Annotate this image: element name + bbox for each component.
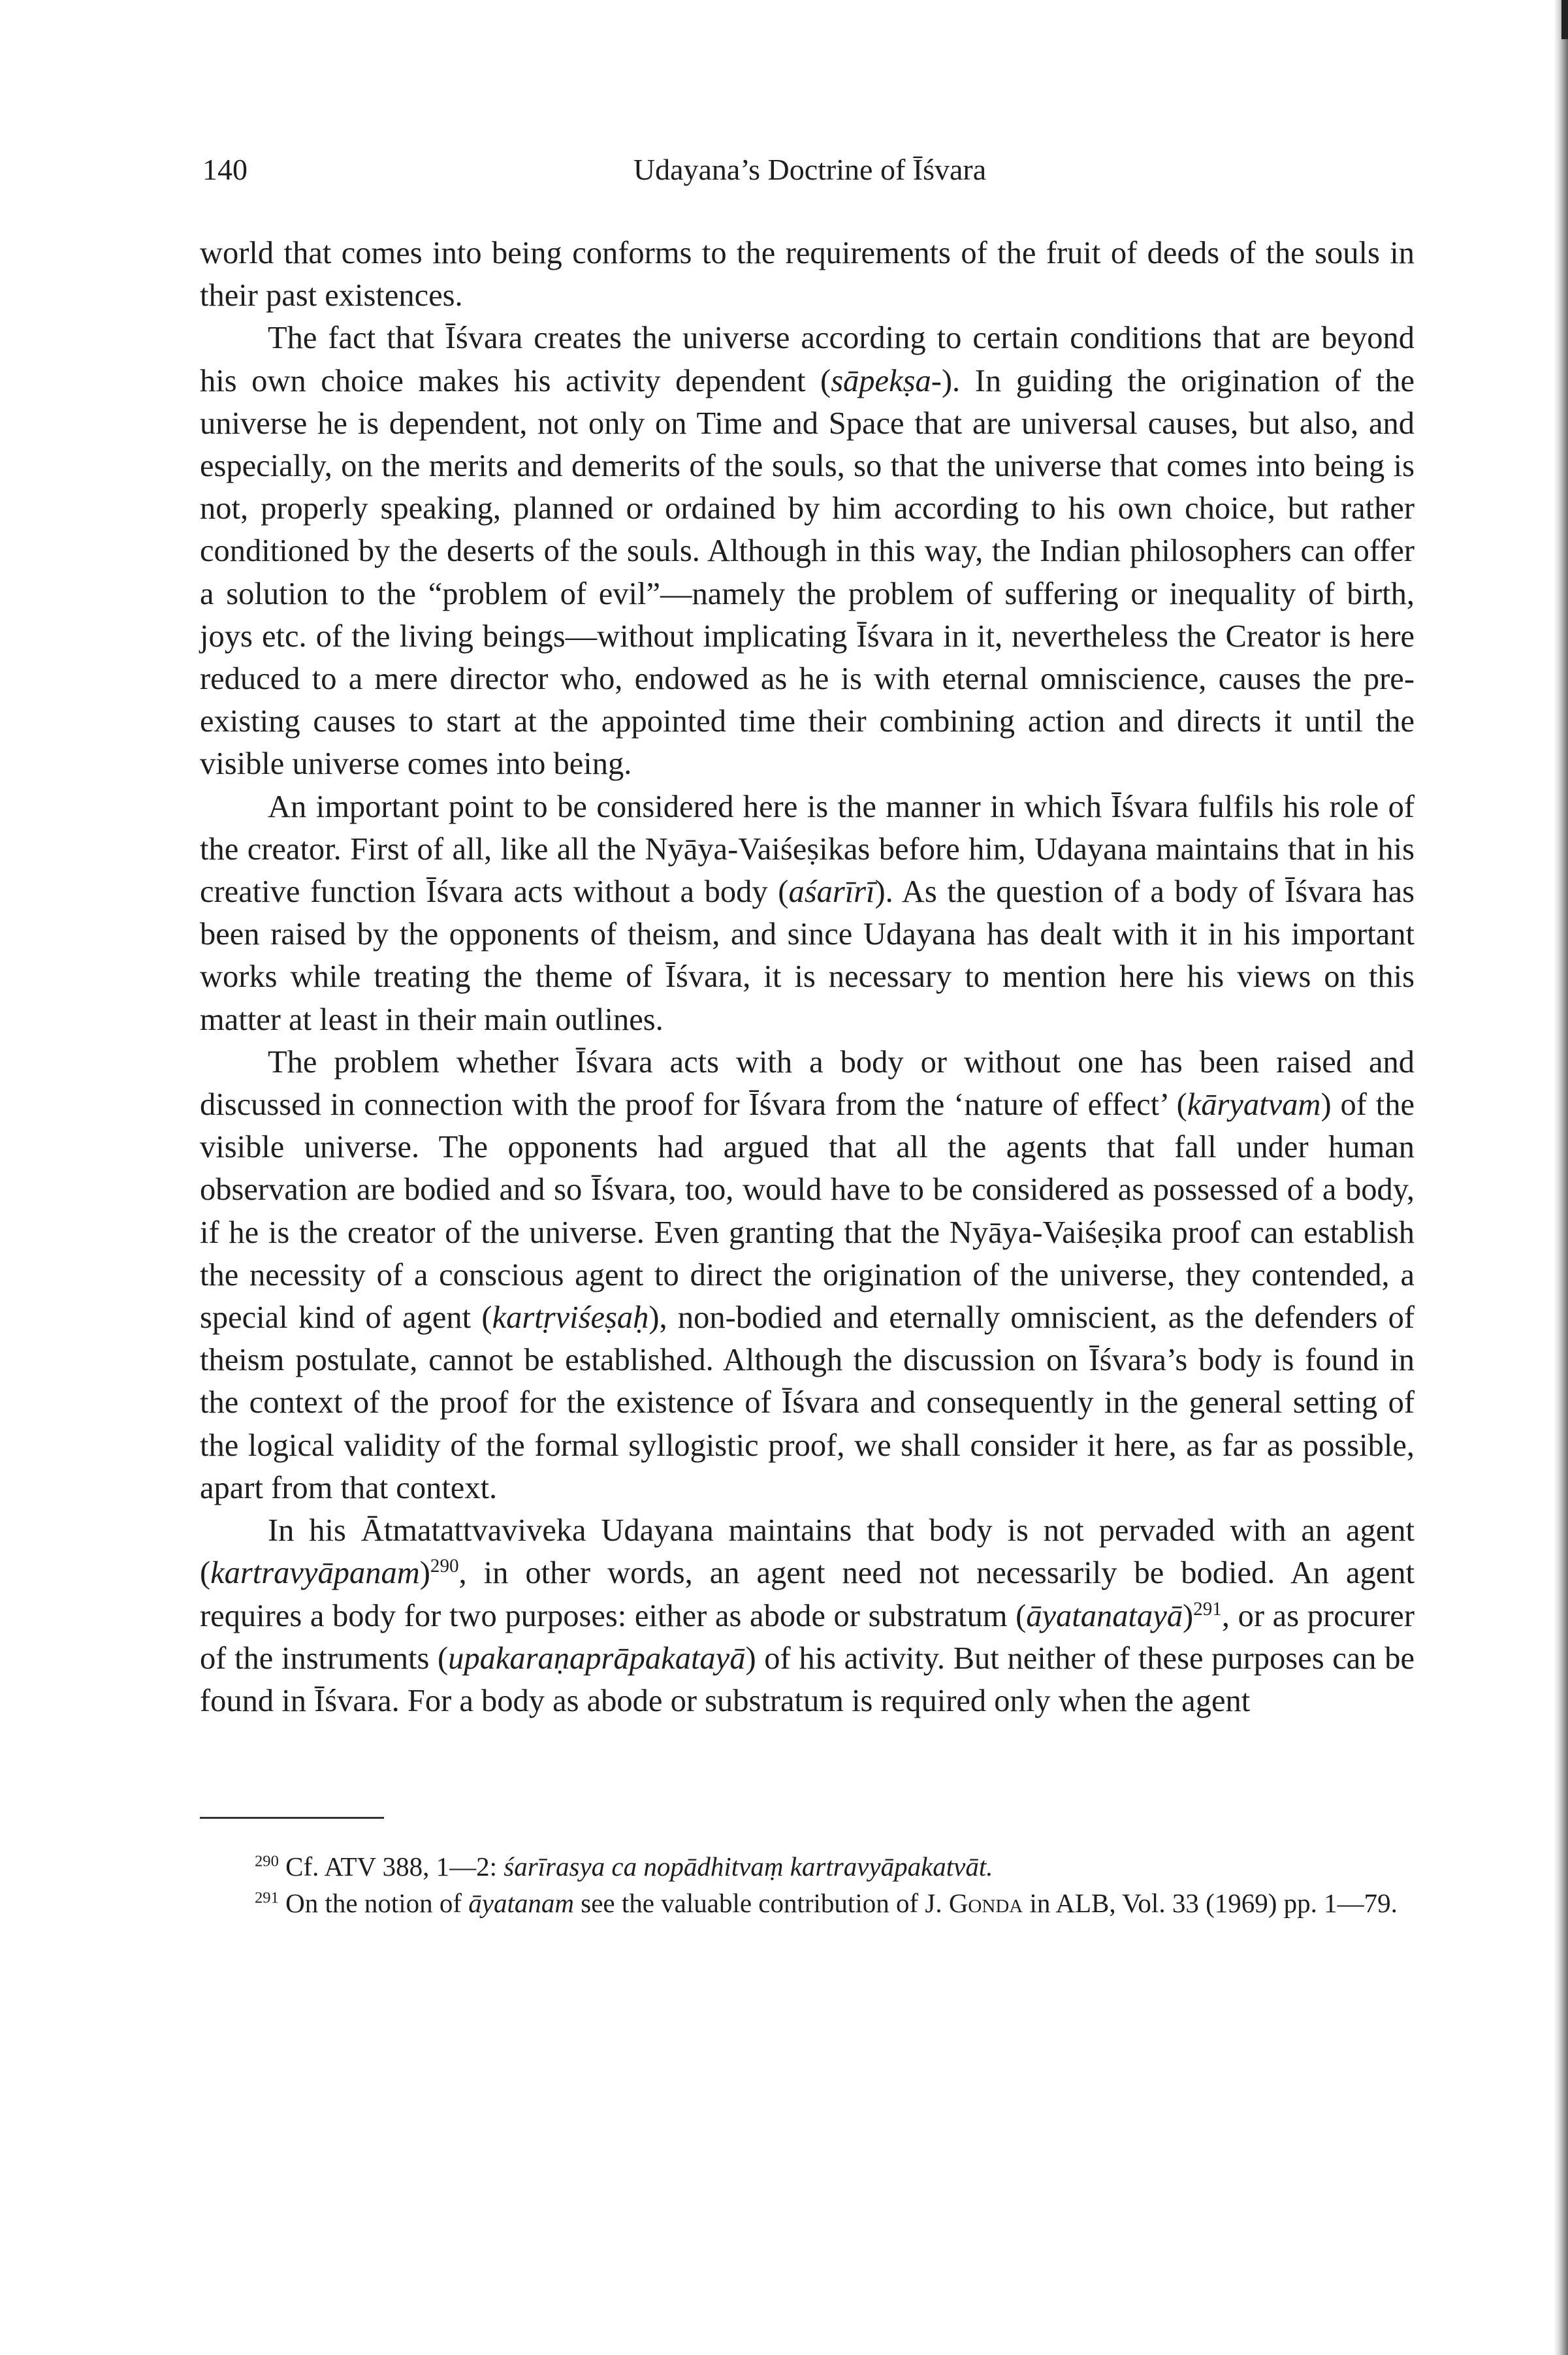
footnote-ref-290[interactable]: 290 xyxy=(430,1556,459,1577)
paragraph-2 xyxy=(200,317,1415,785)
paragraph-1 xyxy=(200,232,1415,317)
running-header xyxy=(202,147,1417,193)
footnote-290 xyxy=(200,1848,1415,1885)
paragraph-4-text-c: ) of the visible universe. The opponents had argued that all the agents that fall under human observation are bodied and so Īśvara, too, would have to be considered as possessed of a body, if he is the creator of the universe. Even granting that the Nyāya-Vaiśeṣika proof can establish the necessity of a conscious agent to direct the origination of the universe, they contended, a special kind of agent ( xyxy=(200,1087,1415,1336)
paragraph-1-text: world that comes into being conforms to the requirements of the fruit of deeds of the souls in their past existences. xyxy=(200,236,1415,313)
term-sapeksa: sāpekṣa- xyxy=(831,363,942,398)
term-kartravyapanam: kartravyāpanam xyxy=(210,1556,420,1591)
paragraph-5-text-g: , or as procurer of the instruments ( xyxy=(200,1598,1415,1676)
footnote-ref-291[interactable]: 291 xyxy=(1193,1598,1222,1620)
paragraph-5-text-d: , in other words, an agent need not necessarily be bodied. An agent requires a body for two purposes: either as abode or substratum ( xyxy=(200,1556,1415,1633)
paragraph-3 xyxy=(200,786,1415,1041)
footnote-number: 291 xyxy=(255,1889,279,1907)
page-edge-mark xyxy=(1561,0,1568,39)
paragraph-5-text-f: ) xyxy=(1183,1598,1194,1633)
paragraph-4-text-a: The problem whether Īśvara acts with a body or without one has been raised and discussed in connection with the proof for Īśvara from the ‘nature of effect’ ( xyxy=(200,1044,1415,1123)
term-kartrvisesah: kartṛviśeṣaḥ xyxy=(492,1300,649,1336)
term-ayatanam: āyatanam xyxy=(468,1888,574,1918)
main-text xyxy=(200,232,1415,1722)
term-asariri: aśarīrī xyxy=(788,874,875,910)
page-number: 140 xyxy=(202,153,248,186)
footnote-291 xyxy=(200,1885,1415,1921)
author-gonda: Gonda xyxy=(948,1888,1023,1918)
paragraph-3-text-a: An important point to be considered here is the manner in which Īśvara fulfils his role of the creator. First of all, like all the Nyāya-Vaiśeṣikas before him, Udayana maintains that in his creative function Īśvara acts without a body ( xyxy=(200,789,1415,910)
running-title: Udayana’s Doctrine of Īśvara xyxy=(633,153,987,186)
footnote-291-text-e: in ALB, Vol. 33 (1969) pp. 1—79. xyxy=(1023,1888,1398,1918)
footnote-291-text-a: On the notion of xyxy=(285,1888,469,1918)
paragraph-5-text-i: ) of his activity. But neither of these purposes can be found in Īśvara. For a body as abode or substratum is required only when the agent xyxy=(200,1641,1415,1718)
term-upakaranaprapakataya: upakaraṇaprāpakatayā xyxy=(448,1641,746,1676)
paragraph-4-text-e: ), non-bodied and eternally omniscient, as the defenders of theism postulate, cannot be established. Although the discussion on Īśvara’s body is found in the context of the proof for the existence of Īśvara and consequently in the general setting of the logical validity of the formal syllogistic proof, we shall consider it here, as far as possible, apart from that context. xyxy=(200,1300,1415,1505)
page-edge-shadow xyxy=(1554,0,1568,2355)
paragraph-5-text-c: ) xyxy=(419,1556,430,1591)
footnotes xyxy=(200,1848,1415,1921)
term-karyatvam: kāryatvam xyxy=(1187,1087,1321,1123)
footnote-number: 290 xyxy=(255,1852,279,1870)
term-ayatanataya: āyatanatayā xyxy=(1026,1598,1183,1633)
paragraph-3-text-c: ). As the question of a body of Īśvara has been raised by the opponents of theism, and since Udayana has dealt with it in his important works while treating the theme of Īśvara, it is necessary to mention here his views on this matter at least in their main outlines. xyxy=(200,874,1415,1037)
paragraph-2-text-a: The fact that Īśvara creates the universe according to certain conditions that are beyond his own choice makes his activity dependent ( xyxy=(200,321,1415,398)
footnote-290-quote: śarīrasya ca nopādhitvaṃ kartravyāpakatvāt. xyxy=(504,1851,993,1882)
footnote-290-text-a: Cf. ATV 388, 1—2: xyxy=(285,1851,504,1882)
paragraph-5-text-a: In his Ātmatattvaviveka Udayana maintains that body is not pervaded with an agent ( xyxy=(200,1513,1415,1591)
paragraph-5 xyxy=(200,1509,1415,1722)
paragraph-4 xyxy=(200,1041,1415,1509)
footnote-291-text-c: see the valuable contribution of J. xyxy=(573,1888,949,1918)
footnote-divider xyxy=(200,1817,384,1819)
paragraph-2-text-c: ). In guiding the origination of the universe he is dependent, not only on Time and Space that are universal causes, but also, and especially, on the merits and demerits of the souls, so that the universe that comes into being is not, properly speaking, planned or ordained by him according to his own choice, but rather conditioned by the deserts of the souls. Although in this way, the Indian philosophers can offer a solution to the “problem of evil”—namely the problem of suffering or inequality of birth, joys etc. of the living beings—without implicating Īśvara in it, nevertheless the Creator is here reduced to a mere director who, endowed as he is with eternal omniscience, causes the pre-existing causes to start at the appointed time their combining action and directs it until the visible universe comes into being. xyxy=(200,363,1415,782)
